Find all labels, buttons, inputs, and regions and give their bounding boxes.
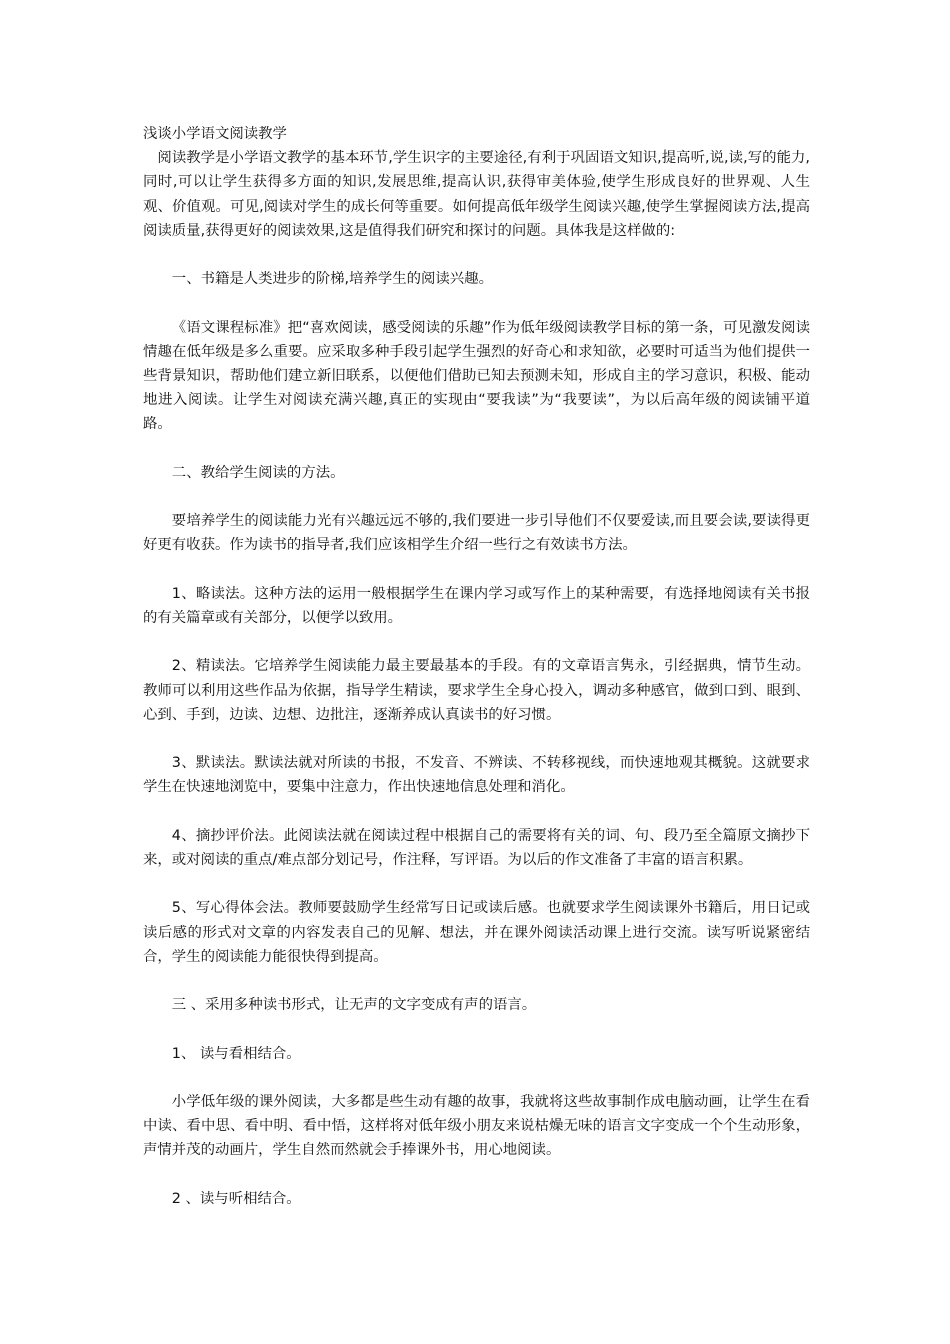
paragraph-curriculum-standard: 《语文课程标准》把“喜欢阅读，感受阅读的乐趣”作为低年级阅读教学目标的第一条，可见激发阅读情趣在低年级是多么重要。应采取多种手段引起学生强烈的好奇心和求知欲，必要时可适当为他们提供一些背景知识，帮助他们建立新旧联系，以便他们借助已知去预测未知，形成自主的学习意识，积极、能动地进入阅读。让学生对阅读充满兴趣,真正的实现由“要我读”为“我要读”，为以后高年级的阅读铺平道路。: [143, 319, 810, 433]
section-heading-1: 一、书籍是人类进步的阶梯,培养学生的阅读兴趣。: [171, 271, 493, 288]
paragraph-reading-methods: 要培养学生的阅读能力光有兴趣远远不够的,我们要进一步引导他们不仅要爱读,而且要会读,要读得更好更有收获。作为读书的指导者,我们应该相学生介绍一些行之有效读书方法。: [143, 513, 810, 554]
section-heading-2: 二、教给学生阅读的方法。: [171, 464, 345, 481]
intro-paragraph: 阅读教学是小学语文教学的基本环节,学生识字的主要途径,有利于巩固语文知识,提高听,说,读,写的能力,同时,可以让学生获得多方面的知识,发展思维,提高认识,获得审美体验,使学生形成良好的世界观、人生观、价值观。可见,阅读对学生的成长何等重要。如何提高低年级学生阅读兴趣,使学生掌握阅读方法,提高阅读质量,获得更好的阅读效果,这是值得我们研究和探讨的问题。具体我是这样做的:: [143, 150, 810, 239]
paragraph-animation: 小学低年级的课外阅读，大多都是些生动有趣的故事，我就将这些故事制作成电脑动画，让学生在看中读、看中思、看中明、看中悟，这样将对低年级小朋友来说枯燥无味的语言文字变成一个个生动形象，声情并茂的动画片，学生自然而然就会手捧课外书，用心地阅读。: [143, 1093, 810, 1159]
subheading-read-and-watch: 1、 读与看相结合。: [171, 1045, 301, 1062]
method-excerpt-review: 4、摘抄评价法。此阅读法就在阅读过程中根据自己的需要将有关的词、句、段乃至全篇原文摘抄下来，或对阅读的重点/难点部分划记号，作注释，写评语。为以后的作文准备了丰富的语言积累。: [143, 827, 810, 868]
method-intensive-reading: 2、精读法。它培养学生阅读能力最主要最基本的手段。有的文章语言隽永，引经据典，情节生动。教师可以利用这些作品为依据，指导学生精读，要求学生全身心投入，调动多种感官，做到口到、眼到、心到、手到，边读、边想、边批注，逐渐养成认真读书的好习惯。: [143, 658, 810, 723]
document-title: 浅谈小学语文阅读教学: [143, 126, 287, 142]
method-silent-reading: 3、默读法。默读法就对所读的书报，不发音、不辨读、不转移视线，而快速地观其概貌。这就要求学生在快速地浏览中，要集中注意力，作出快速地信息处理和消化。: [143, 755, 810, 796]
subheading-read-and-listen: 2 、读与听相结合。: [171, 1190, 301, 1207]
method-skimming: 1、略读法。这种方法的运用一般根据学生在课内学习或写作上的某种需要，有选择地阅读有关书报的有关篇章或有关部分，以便学以致用。: [143, 585, 810, 626]
document-body: [143, 122, 810, 1211]
section-heading-3: 三 、采用多种读书形式，让无声的文字变成有声的语言。: [171, 997, 537, 1014]
method-reflection-writing: 5、写心得体会法。教师要鼓励学生经常写日记或读后感。也就要求学生阅读课外书籍后，用日记或读后感的形式对文章的内容发表自己的见解、想法，并在课外阅读活动课上进行交流。读写听说紧密结合，学生的阅读能力能很快得到提高。: [143, 900, 810, 965]
